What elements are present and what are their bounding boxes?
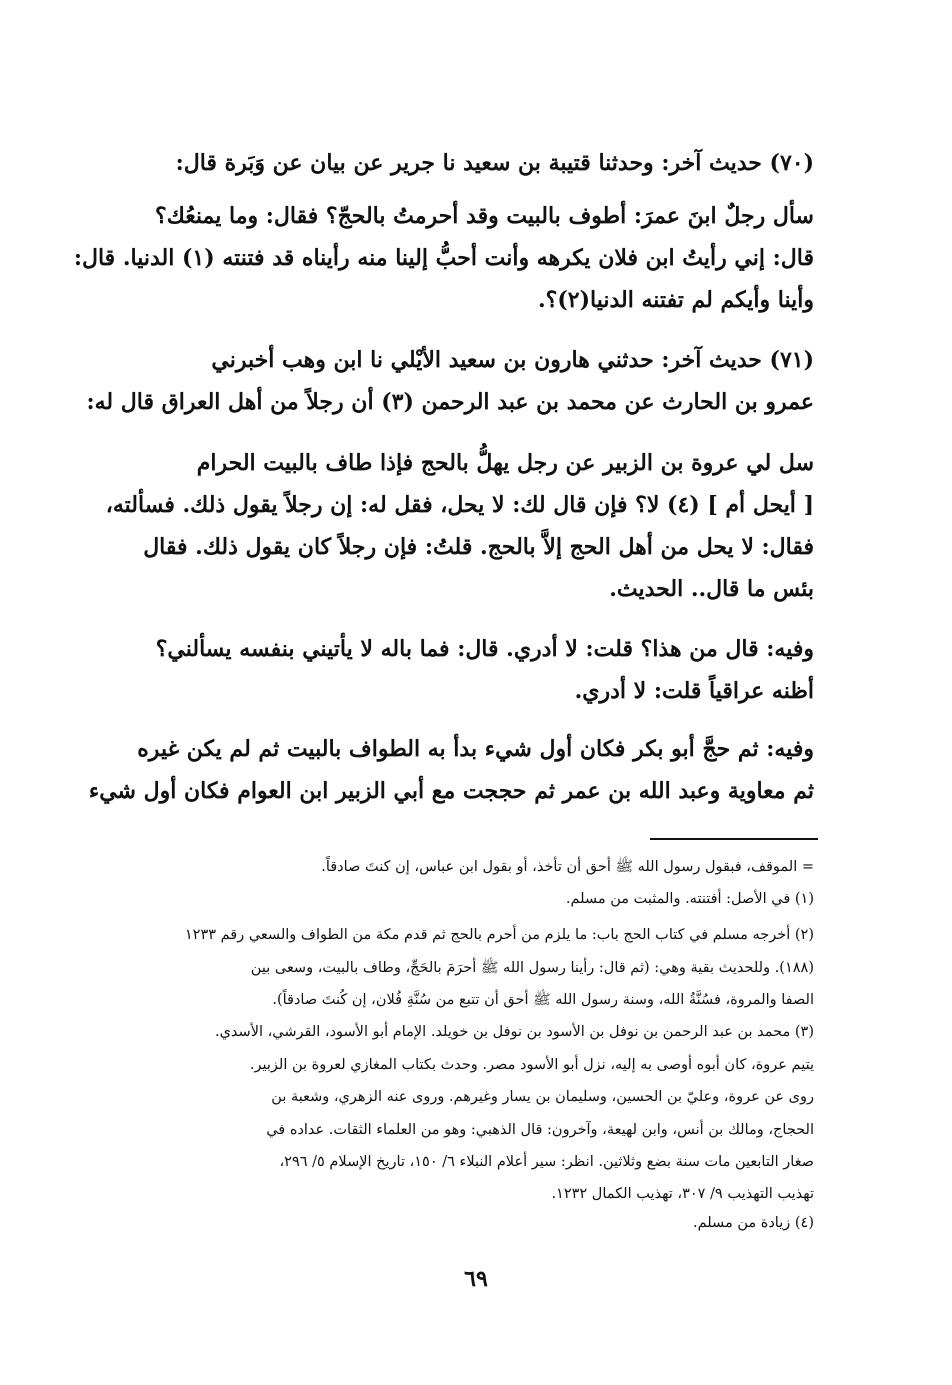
hadith-71-label: (٧١) حديث آخر: bbox=[661, 347, 814, 373]
page-number: ٦٩ bbox=[464, 1266, 488, 1292]
hadith-71-line-4: بئس ما قال.. الحديث. bbox=[609, 576, 814, 602]
hadith-70-isnad: وحدثنا قتيبة بن سعيد نا جرير عن بيان عن وَبَرة قال: bbox=[175, 150, 662, 176]
footnote-separator bbox=[650, 838, 818, 840]
hadith-71-isnad-cont: عمرو بن الحارث عن محمد بن عبد الرحمن (٣) أن رجلاً من أهل العراق قال له: bbox=[86, 389, 814, 415]
hadith-70-heading bbox=[124, 150, 814, 176]
footnote-3-line-6: تهذيب التهذيب ٩/ ٣٠٧، تهذيب الكمال ١٢٣٢. bbox=[551, 1186, 814, 1202]
footnote-continuation: = الموقف، فبقول رسول الله ﷺ أحق أن تأخذ، أو بقول ابن عباس، إن كنتَ صادقاً. bbox=[321, 859, 814, 875]
footnote-1: (١) في الأصل: أفتنته. والمثبت من مسلم. bbox=[565, 891, 814, 907]
paragraph-fihi-1-line-1: وفيه: قال من هذا؟ قلت: لا أدري. قال: فما باله لا يأتيني بنفسه يسألني؟ bbox=[155, 636, 814, 662]
footnote-3-line-5: صغار التابعين مات سنة بضع وثلاثين. انظر: سير أعلام النبلاء ٦/ ١٥٠، تاريخ الإسلام ٥/ ٢٩٦، bbox=[279, 1154, 814, 1170]
footnote-3-line-2: يتيم عروة، كان أبوه أوصى به إليه، نزل أبو الأسود مصر. وحدث بكتاب المغازي لعروة بن الزبير. bbox=[249, 1057, 814, 1073]
hadith-71-line-3: فقال: لا يحل من أهل الحج إلاَّ بالحج. قلتُ: فإن رجلاً كان يقول ذلك. فقال bbox=[143, 534, 814, 560]
footnote-3-line-1: (٣) محمد بن عبد الرحمن بن نوفل بن الأسود بن نوفل بن خويلد. الإمام أبو الأسود، القرشي، الأسدي. bbox=[214, 1024, 814, 1040]
hadith-70-line-3: وأينا وأيكم لم تفتنه الدنيا(٢)؟. bbox=[538, 287, 814, 313]
hadith-71-heading bbox=[124, 347, 814, 373]
hadith-71-isnad: حدثني هارون بن سعيد الأيْلي نا ابن وهب أخبرني bbox=[211, 347, 662, 373]
footnote-2-line-2: (١٨٨). وللحديث بقية وهي: (ثم قال: رأينا رسول الله ﷺ أحرَمَ بالحَجِّ، وطاف بالبيت، وسعى بين bbox=[250, 960, 814, 976]
footnote-2-line-1: (٢) أخرجه مسلم في كتاب الحج باب: ما يلزم من أحرم بالحج ثم قدم مكة من الطواف والسعي رقم ١٢٣٣ bbox=[184, 927, 814, 943]
footnote-3-line-4: الحجاج، ومالك بن أنس، وابن لهيعة، وآخرون: قال الذهبي: وهو من العلماء الثقات. عداده في bbox=[266, 1122, 814, 1138]
paragraph-fihi-1-line-2: أظنه عراقياً قلت: لا أدري. bbox=[574, 678, 814, 704]
hadith-71-line-2: [ أيحل أم ] (٤) لا؟ فإن قال لك: لا يحل، فقل له: إن رجلاً يقول ذلك. فسألته، bbox=[105, 492, 814, 518]
footnote-2-line-3: الصفا والمروة، فسُنَّةُ الله، وسنة رسول الله ﷺ أحق أن تتبع من سُنَّةِ فُلان، إن كُنتَ صادقاً). bbox=[272, 992, 814, 1008]
footnote-4: (٤) زيادة من مسلم. bbox=[692, 1215, 814, 1231]
paragraph-fihi-2-line-2: ثم معاوية وعبد الله بن عمر ثم حججت مع أبي الزبير ابن العوام فكان أول شيء bbox=[88, 778, 814, 804]
paragraph-fihi-2-line-1: وفيه: ثم حجَّ أبو بكر فكان أول شيء بدأ به الطواف بالبيت ثم لم يكن غيره bbox=[137, 736, 814, 762]
footnote-3-line-3: روى عن عروة، وعليّ بن الحسين، وسليمان بن يسار وغيرهم. وروى عنه الزهري، وشعبة بن bbox=[271, 1089, 814, 1105]
hadith-70-line-2: قال: إني رأيتُ ابن فلان يكرهه وأنت أحبُّ إلينا منه رأيناه قد فتنته (١) الدنيا. قال: bbox=[73, 245, 814, 271]
hadith-71-line-1: سل لي عروة بن الزبير عن رجل يهلُّ بالحج فإذا طاف بالبيت الحرام bbox=[196, 450, 814, 476]
hadith-70-line-1: سأل رجلٌ ابنَ عمرَ: أطوف بالبيت وقد أحرمتُ بالحجّ؟ فقال: وما يمنعُك؟ bbox=[155, 203, 814, 229]
hadith-70-label: (٧٠) حديث آخر: bbox=[661, 150, 814, 176]
